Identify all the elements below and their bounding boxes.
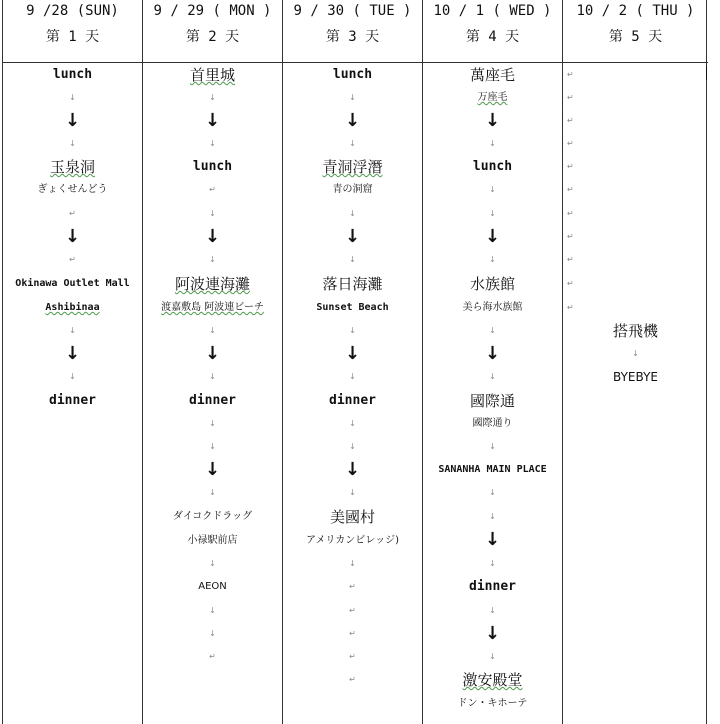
- small-arrow-icon: ↓: [69, 93, 76, 102]
- dinner-label: dinner: [329, 393, 376, 408]
- header-divider: [3, 62, 708, 63]
- day-header-5: [563, 0, 708, 62]
- place-name: 阿波連海灘: [174, 275, 250, 293]
- small-arrow-icon: ↓: [209, 559, 216, 568]
- day-header-2: [143, 0, 282, 62]
- lunch-label: lunch: [332, 67, 373, 82]
- down-arrow-icon: ↓: [484, 226, 501, 247]
- dinner-label: dinner: [469, 579, 516, 594]
- return-mark: ↵: [567, 116, 574, 125]
- small-arrow-icon: ↓: [489, 512, 496, 521]
- place-reading: ぎょくせんどう: [37, 184, 108, 195]
- place-subtitle: Sunset Beach: [316, 302, 389, 313]
- small-arrow-icon: ↓: [69, 139, 76, 148]
- goodbye-label: BYEBYE: [613, 370, 658, 384]
- down-arrow-icon: ↓: [344, 343, 361, 364]
- small-arrow-icon: ↓: [349, 559, 356, 568]
- place-name: 落日海灘: [322, 275, 383, 293]
- small-arrow-icon: ↓: [209, 372, 216, 381]
- header-date: 10 / 2 ( THU ): [576, 3, 695, 19]
- down-arrow-icon: ↓: [64, 226, 81, 247]
- down-arrow-icon: ↓: [344, 226, 361, 247]
- small-arrow-icon: ↓: [209, 326, 216, 335]
- place-name: 水族館: [469, 275, 515, 293]
- header-date: 10 / 1 ( WED ): [433, 3, 552, 19]
- shop-name: ダイコクドラッグ: [172, 511, 253, 522]
- small-arrow-icon: ↓: [489, 442, 496, 451]
- small-arrow-icon: ↓: [489, 488, 496, 497]
- header-date: 9 /28 (SUN): [26, 3, 119, 19]
- small-arrow-icon: ↓: [632, 349, 639, 358]
- small-arrow-icon: ↓: [209, 488, 216, 497]
- place-subtitle: 万座毛: [477, 92, 508, 103]
- lunch-label: lunch: [52, 67, 93, 82]
- header-date: 9 / 29 ( MON ): [153, 3, 272, 19]
- return-mark: ↵: [349, 582, 356, 591]
- down-arrow-icon: ↓: [204, 459, 221, 480]
- down-arrow-icon: ↓: [204, 343, 221, 364]
- mall-name: AEON: [198, 581, 227, 592]
- place-name: 激安殿堂: [462, 671, 523, 689]
- flight-label: 搭飛機: [612, 322, 658, 340]
- lunch-label: lunch: [192, 159, 233, 174]
- return-mark: ↵: [209, 185, 216, 194]
- small-arrow-icon: ↓: [209, 442, 216, 451]
- small-arrow-icon: ↓: [349, 419, 356, 428]
- small-arrow-icon: ↓: [489, 209, 496, 218]
- header-day: 第 1 天: [45, 29, 100, 45]
- small-arrow-icon: ↓: [489, 255, 496, 264]
- day-column-5: [563, 66, 708, 724]
- small-arrow-icon: ↓: [489, 559, 496, 568]
- place-subtitle: 國際通り: [472, 418, 513, 429]
- place-subtitle: アメリカンビレッジ): [305, 535, 400, 546]
- outlet-name: Okinawa Outlet Mall: [15, 278, 130, 289]
- place-subtitle: 青の洞窟: [332, 184, 373, 195]
- day-header-4: [423, 0, 562, 62]
- dinner-label: dinner: [189, 393, 236, 408]
- return-mark: ↵: [567, 185, 574, 194]
- outlet-name-2: Ashibinaa: [45, 302, 100, 313]
- small-arrow-icon: ↓: [489, 139, 496, 148]
- shop-branch: 小禄駅前店: [187, 535, 238, 546]
- return-mark: ↵: [349, 652, 356, 661]
- down-arrow-icon: ↓: [344, 459, 361, 480]
- small-arrow-icon: ↓: [209, 93, 216, 102]
- small-arrow-icon: ↓: [489, 185, 496, 194]
- down-arrow-icon: ↓: [64, 343, 81, 364]
- down-arrow-icon: ↓: [484, 529, 501, 550]
- header-date: 9 / 30 ( TUE ): [293, 3, 412, 19]
- day-header-3: [283, 0, 422, 62]
- small-arrow-icon: ↓: [209, 139, 216, 148]
- down-arrow-icon: ↓: [484, 343, 501, 364]
- header-day: 第 3 天: [325, 29, 380, 45]
- down-arrow-icon: ↓: [484, 623, 501, 644]
- down-arrow-icon: ↓: [204, 226, 221, 247]
- small-arrow-icon: ↓: [209, 606, 216, 615]
- return-mark: ↵: [209, 652, 216, 661]
- small-arrow-icon: ↓: [209, 255, 216, 264]
- place-name: 首里城: [189, 66, 235, 84]
- return-mark: ↵: [69, 209, 76, 218]
- down-arrow-icon: ↓: [64, 110, 81, 131]
- return-mark: ↵: [567, 139, 574, 148]
- header-day: 第 4 天: [465, 29, 520, 45]
- small-arrow-icon: ↓: [69, 326, 76, 335]
- down-arrow-icon: ↓: [484, 110, 501, 131]
- place-subtitle: 渡嘉敷島 阿波連ビーチ: [161, 302, 264, 313]
- return-mark: ↵: [567, 93, 574, 102]
- cursor-bar: [706, 66, 707, 80]
- place-name: 美國村: [329, 508, 375, 526]
- return-mark: ↵: [567, 232, 574, 241]
- return-mark: ↵: [349, 675, 356, 684]
- mall-name: SANANHA MAIN PLACE: [438, 464, 547, 475]
- small-arrow-icon: ↓: [349, 442, 356, 451]
- place-name: 國際通: [469, 392, 515, 410]
- return-mark: ↵: [567, 255, 574, 264]
- small-arrow-icon: ↓: [489, 606, 496, 615]
- small-arrow-icon: ↓: [209, 629, 216, 638]
- small-arrow-icon: ↓: [349, 209, 356, 218]
- small-arrow-icon: ↓: [69, 372, 76, 381]
- small-arrow-icon: ↓: [209, 209, 216, 218]
- day-header-1: [3, 0, 142, 62]
- return-mark: ↵: [567, 70, 574, 79]
- place-name: 玉泉洞: [49, 158, 95, 176]
- dinner-label: dinner: [49, 393, 96, 408]
- small-arrow-icon: ↓: [349, 139, 356, 148]
- place-subtitle: 美ら海水族館: [462, 302, 523, 313]
- small-arrow-icon: ↓: [349, 372, 356, 381]
- return-mark: ↵: [69, 255, 76, 264]
- return-mark: ↵: [567, 279, 574, 288]
- small-arrow-icon: ↓: [349, 255, 356, 264]
- place-subtitle: ドン・キホーテ: [457, 698, 528, 709]
- small-arrow-icon: ↓: [489, 326, 496, 335]
- place-name: 青洞浮潛: [322, 158, 383, 176]
- return-mark: ↵: [349, 606, 356, 615]
- header-day: 第 5 天: [608, 29, 663, 45]
- small-arrow-icon: ↓: [349, 488, 356, 497]
- small-arrow-icon: ↓: [209, 419, 216, 428]
- lunch-label: lunch: [472, 159, 513, 174]
- return-mark: ↵: [567, 303, 574, 312]
- small-arrow-icon: ↓: [349, 326, 356, 335]
- return-mark: ↵: [567, 162, 574, 171]
- return-mark: ↵: [349, 629, 356, 638]
- down-arrow-icon: ↓: [204, 110, 221, 131]
- small-arrow-icon: ↓: [349, 93, 356, 102]
- return-mark: ↵: [567, 209, 574, 218]
- down-arrow-icon: ↓: [344, 110, 361, 131]
- small-arrow-icon: ↓: [489, 652, 496, 661]
- place-name: 萬座毛: [469, 66, 515, 84]
- small-arrow-icon: ↓: [489, 372, 496, 381]
- header-day: 第 2 天: [185, 29, 240, 45]
- itinerary-table: [2, 0, 707, 724]
